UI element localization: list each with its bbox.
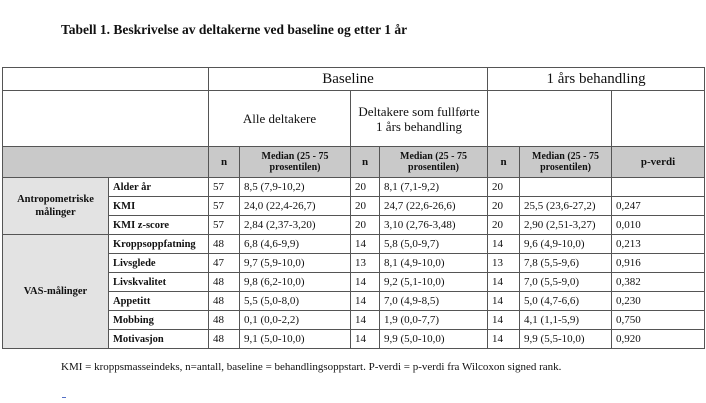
cell-m2: 8,1 (4,9-10,0)	[380, 254, 488, 273]
table-row	[3, 330, 705, 349]
cell-n2: 14	[351, 330, 380, 349]
cell-p: 0,010	[612, 216, 705, 235]
cell-n3: 14	[488, 292, 520, 311]
cell-m3: 25,5 (23,6-27,2)	[520, 197, 612, 216]
table-row	[3, 216, 705, 235]
cell-m2: 7,0 (4,9-8,5)	[380, 292, 488, 311]
cell-n2: 20	[351, 197, 380, 216]
colhead-n-1: n	[209, 147, 240, 178]
parameter-label: Motivasjon	[109, 330, 209, 349]
cell-m1: 24,0 (22,4-26,7)	[240, 197, 351, 216]
cell-n3: 14	[488, 235, 520, 254]
cell-m1: 5,5 (5,0-8,0)	[240, 292, 351, 311]
cell-p: 0,230	[612, 292, 705, 311]
cell-n2: 14	[351, 273, 380, 292]
cell-m2: 5,8 (5,0-9,7)	[380, 235, 488, 254]
parameter-label: Livskvalitet	[109, 273, 209, 292]
cell-n1: 48	[209, 235, 240, 254]
colhead-median-3: Median (25 - 75 prosentilen)	[520, 147, 612, 178]
cell-m1: 9,7 (5,9-10,0)	[240, 254, 351, 273]
cell-p	[612, 178, 705, 197]
header-baseline: Baseline	[209, 68, 488, 91]
cell-m1: 2,84 (2,37-3,20)	[240, 216, 351, 235]
cell-p: 0,382	[612, 273, 705, 292]
cell-n1: 48	[209, 330, 240, 349]
cell-n3: 14	[488, 273, 520, 292]
cell-n3: 20	[488, 178, 520, 197]
cell-n3: 13	[488, 254, 520, 273]
cell-m2: 3,10 (2,76-3,48)	[380, 216, 488, 235]
cell-m3: 2,90 (2,51-3,27)	[520, 216, 612, 235]
parameter-label: KMI	[109, 197, 209, 216]
cell-n1: 48	[209, 311, 240, 330]
table-row	[3, 235, 705, 254]
cell-n2: 13	[351, 254, 380, 273]
footnote: KMI = kroppsmasseindeks, n=antall, baseline = behandlingsoppstart. P-verdi = p-verdi fra Wilcoxon signed rank.	[61, 361, 562, 373]
header-blank	[3, 68, 209, 91]
cell-m2: 1,9 (0,0-7,7)	[380, 311, 488, 330]
cell-m3	[520, 178, 612, 197]
cell-n2: 20	[351, 178, 380, 197]
cell-n1: 47	[209, 254, 240, 273]
cell-n2: 20	[351, 216, 380, 235]
parameter-label: Alder år	[109, 178, 209, 197]
table-row	[3, 311, 705, 330]
cell-p: 0,920	[612, 330, 705, 349]
colhead-n-3: n	[488, 147, 520, 178]
cell-n1: 48	[209, 292, 240, 311]
table-row	[3, 273, 705, 292]
cell-m1: 9,1 (5,0-10,0)	[240, 330, 351, 349]
cell-m3: 7,0 (5,5-9,0)	[520, 273, 612, 292]
cell-m3: 4,1 (1,1-5,9)	[520, 311, 612, 330]
group-label: VAS-målinger	[3, 235, 109, 349]
cell-n1: 57	[209, 178, 240, 197]
cell-m2: 24,7 (22,6-26,6)	[380, 197, 488, 216]
cell-m3: 7,8 (5,5-9,6)	[520, 254, 612, 273]
cell-n2: 14	[351, 311, 380, 330]
parameter-label: Mobbing	[109, 311, 209, 330]
cell-m3: 9,9 (5,5-10,0)	[520, 330, 612, 349]
colhead-n-2: n	[351, 147, 380, 178]
colhead-median-1: Median (25 - 75 prosentilen)	[240, 147, 351, 178]
group-label: Antropometriske målinger	[3, 178, 109, 235]
cell-n1: 57	[209, 216, 240, 235]
colhead-p-value: p-verdi	[612, 147, 705, 178]
table-row	[3, 292, 705, 311]
cell-m2: 9,9 (5,0-10,0)	[380, 330, 488, 349]
cell-n2: 14	[351, 292, 380, 311]
cell-n3: 20	[488, 216, 520, 235]
header-one-year: 1 års behandling	[488, 68, 705, 91]
cell-p: 0,213	[612, 235, 705, 254]
cell-m3: 9,6 (4,9-10,0)	[520, 235, 612, 254]
subheader-all-participants: Alle deltakere	[209, 91, 351, 147]
table-body	[3, 178, 705, 349]
cell-n1: 57	[209, 197, 240, 216]
colhead-blank	[3, 147, 209, 178]
table-row	[3, 254, 705, 273]
cell-n1: 48	[209, 273, 240, 292]
cell-n3: 20	[488, 197, 520, 216]
colhead-median-2: Median (25 - 75 prosentilen)	[380, 147, 488, 178]
cell-p: 0,916	[612, 254, 705, 273]
parameter-label: Kroppsoppfatning	[109, 235, 209, 254]
table-row	[3, 178, 705, 197]
table-row	[3, 197, 705, 216]
parameter-label: Appetitt	[109, 292, 209, 311]
cell-p: 0,750	[612, 311, 705, 330]
cell-n3: 14	[488, 330, 520, 349]
participant-table	[2, 67, 705, 349]
cell-m1: 9,8 (6,2-10,0)	[240, 273, 351, 292]
cell-m1: 8,5 (7,9-10,2)	[240, 178, 351, 197]
cell-m1: 0,1 (0,0-2,2)	[240, 311, 351, 330]
cell-p: 0,247	[612, 197, 705, 216]
cell-m2: 9,2 (5,1-10,0)	[380, 273, 488, 292]
parameter-label: Livsglede	[109, 254, 209, 273]
cell-m3: 5,0 (4,7-6,6)	[520, 292, 612, 311]
subheader-completed: Deltakere som fullførte 1 års behandling	[351, 91, 488, 147]
subheader-p-blank	[612, 91, 705, 147]
cell-m1: 6,8 (4,6-9,9)	[240, 235, 351, 254]
subheader-blank	[3, 91, 209, 147]
table-title: Tabell 1. Beskrivelse av deltakerne ved baseline og etter 1 år	[61, 22, 408, 37]
subheader-one-year-blank	[488, 91, 612, 147]
cell-n2: 14	[351, 235, 380, 254]
cell-m2: 8,1 (7,1-9,2)	[380, 178, 488, 197]
parameter-label: KMI z-score	[109, 216, 209, 235]
cursor-mark	[62, 397, 66, 398]
cell-n3: 14	[488, 311, 520, 330]
